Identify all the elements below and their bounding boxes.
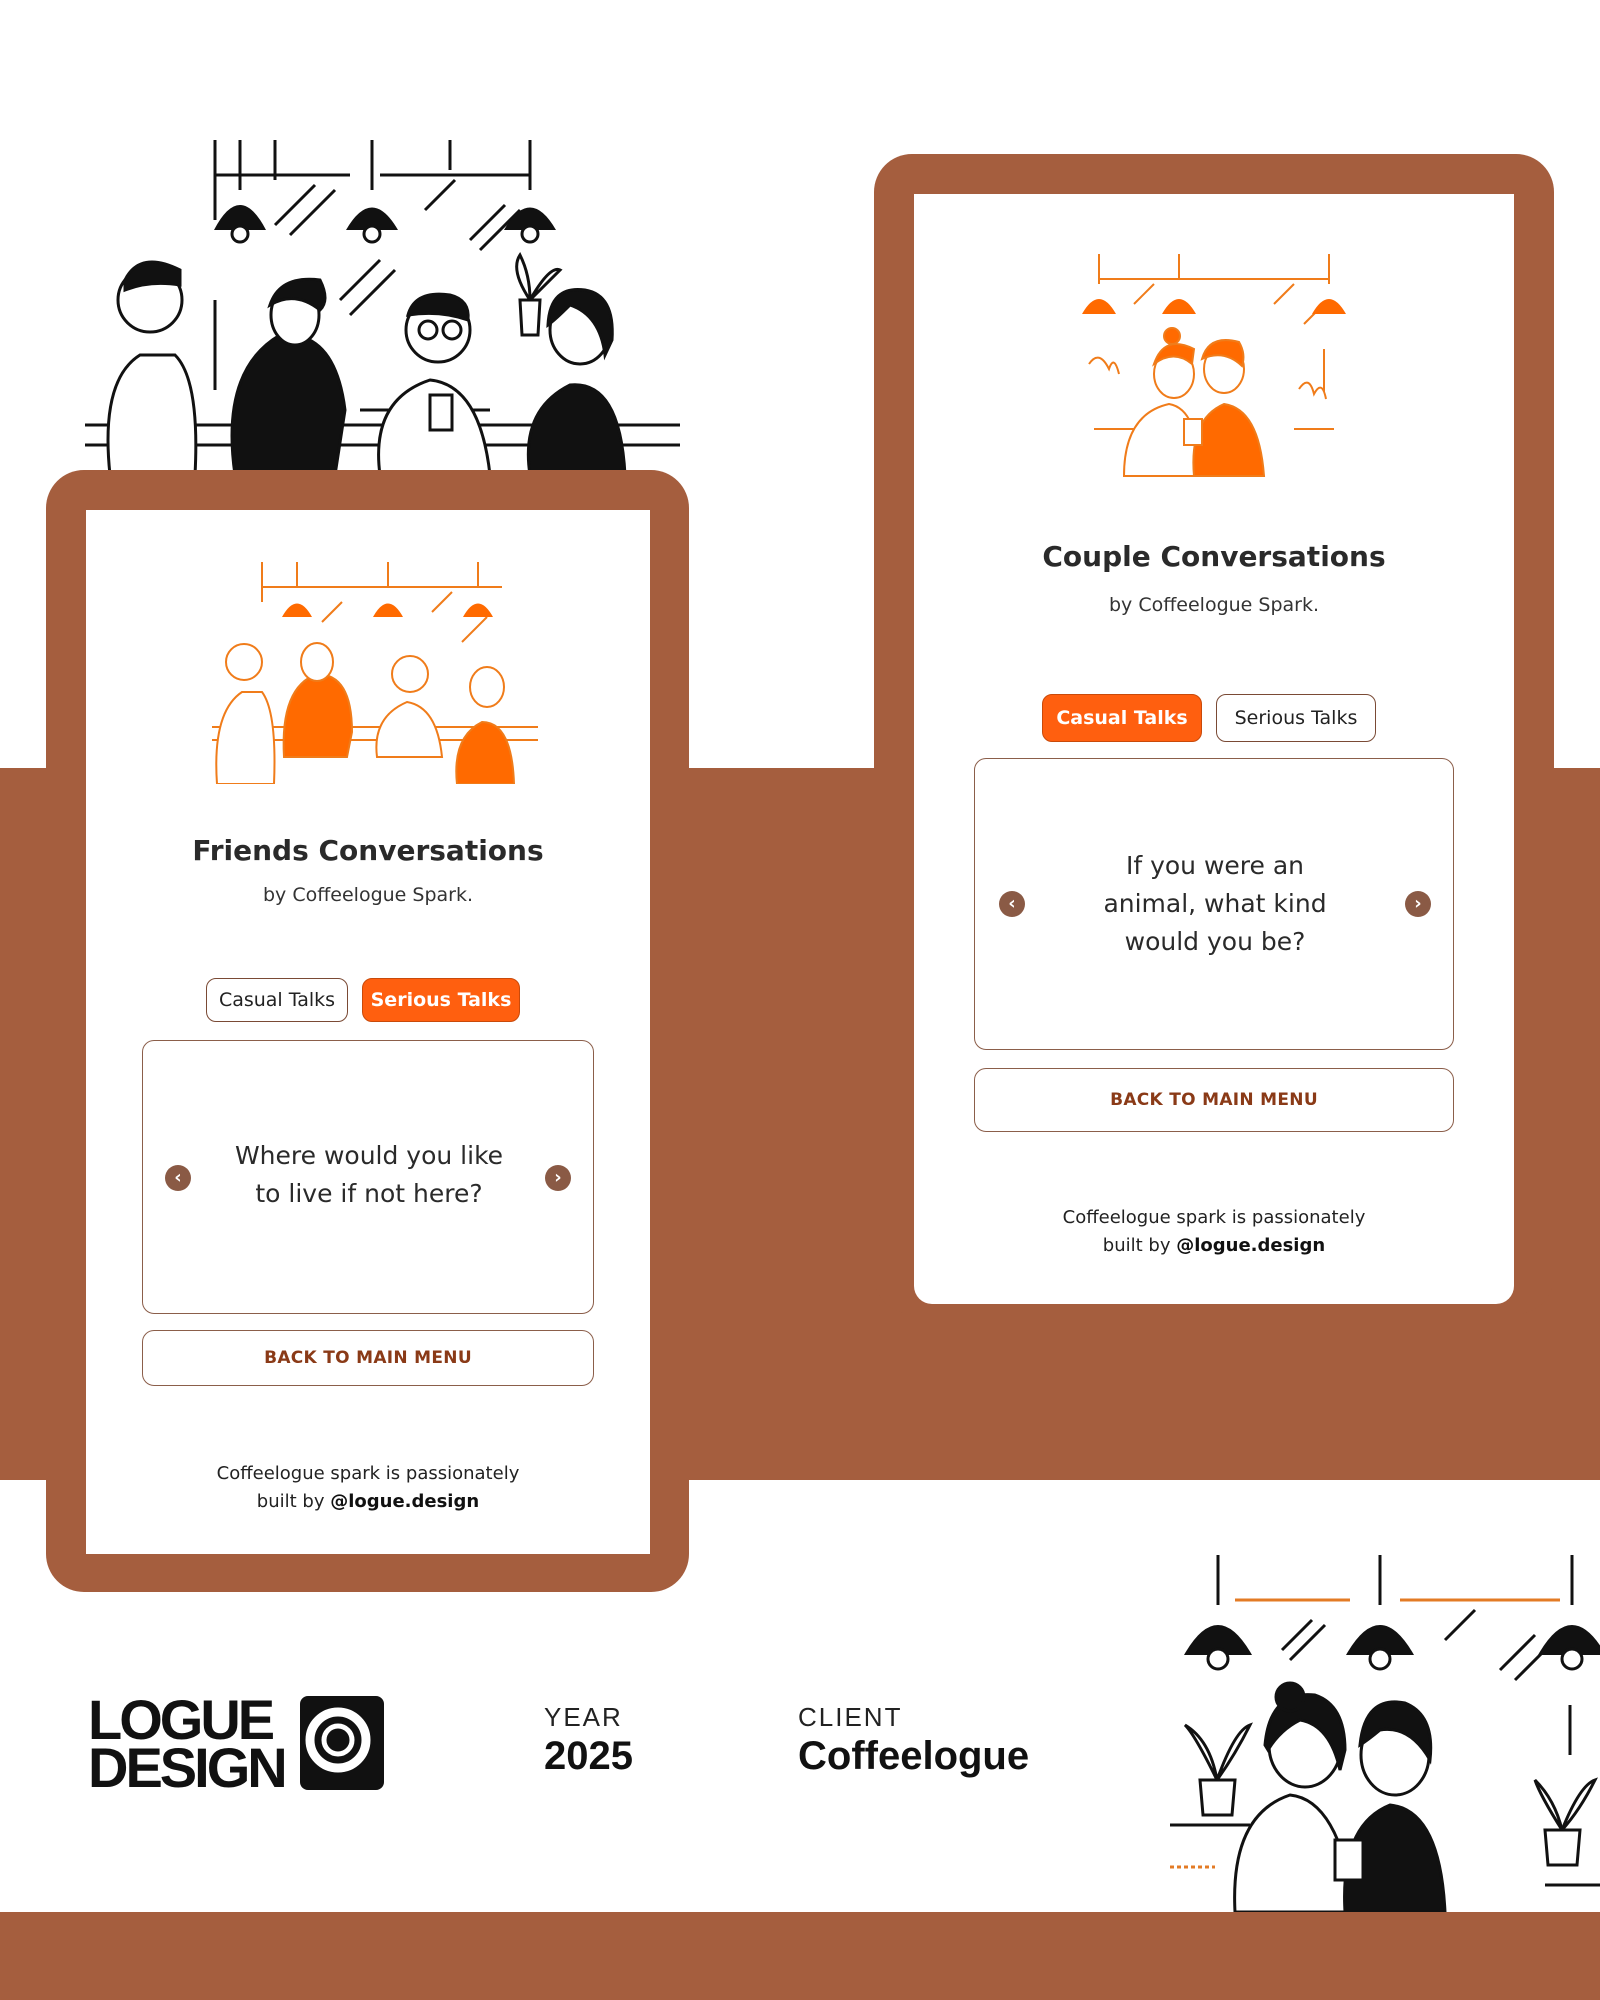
- couple-screen: [914, 194, 1514, 1304]
- footer-handle-link[interactable]: @logue.design: [1176, 1235, 1326, 1256]
- year-label: YEAR: [544, 1702, 623, 1732]
- footer-line: [86, 1488, 650, 1516]
- friends-cafe-illustration: [202, 562, 538, 784]
- footer-line: [914, 1232, 1514, 1260]
- page-title: Couple Conversations: [1042, 540, 1386, 573]
- chevron-left-icon[interactable]: ‹: [165, 1165, 191, 1191]
- background-band-bottom: [0, 1912, 1600, 2000]
- chevron-right-icon[interactable]: ›: [1405, 891, 1431, 917]
- back-to-main-menu-button[interactable]: BACK TO MAIN MENU: [974, 1068, 1454, 1132]
- couple-line-illustration: [1140, 1555, 1600, 1912]
- page-subtitle: by Coffeelogue Spark.: [1108, 594, 1320, 616]
- question-text: If you were an animal, what kind would you be?: [1103, 851, 1327, 956]
- logo-mark-icon: [300, 1696, 384, 1790]
- footer-line: Coffeelogue spark is passionately: [1062, 1207, 1366, 1228]
- tab-serious-talks[interactable]: Serious Talks: [1216, 694, 1376, 742]
- question-card: [142, 1040, 594, 1314]
- friends-line-illustration: [80, 130, 680, 475]
- question-text: Where would you like to live if not here?: [234, 1141, 504, 1208]
- page-subtitle: by Coffeelogue Spark.: [262, 884, 474, 906]
- logo-line: DESIGN: [88, 1736, 285, 1799]
- tab-casual-talks[interactable]: Casual Talks: [1042, 694, 1202, 742]
- footer-credit: [914, 1204, 1514, 1260]
- tab-casual-talks[interactable]: Casual Talks: [206, 978, 348, 1022]
- footer-prefix: built by: [1102, 1235, 1177, 1256]
- client-label: CLIENT: [798, 1702, 903, 1732]
- chevron-right-icon[interactable]: ›: [545, 1165, 571, 1191]
- logue-design-logo: [88, 1688, 285, 1799]
- page-title: Friends Conversations: [192, 834, 544, 867]
- tab-serious-talks[interactable]: Serious Talks: [362, 978, 520, 1022]
- footer-credit: [86, 1460, 650, 1516]
- client-value: Coffeelogue: [798, 1734, 1030, 1778]
- footer-handle-link[interactable]: @logue.design: [330, 1491, 480, 1512]
- footer-line: Coffeelogue spark is passionately: [216, 1463, 520, 1484]
- friends-screen: [86, 510, 650, 1554]
- year-value: 2025: [544, 1734, 633, 1778]
- couple-cafe-illustration: [1074, 254, 1354, 479]
- logo-line: LOGUE: [88, 1688, 273, 1751]
- footer-prefix: built by: [256, 1491, 331, 1512]
- back-to-main-menu-button[interactable]: BACK TO MAIN MENU: [142, 1330, 594, 1386]
- chevron-left-icon[interactable]: ‹: [999, 891, 1025, 917]
- question-card: [974, 758, 1454, 1050]
